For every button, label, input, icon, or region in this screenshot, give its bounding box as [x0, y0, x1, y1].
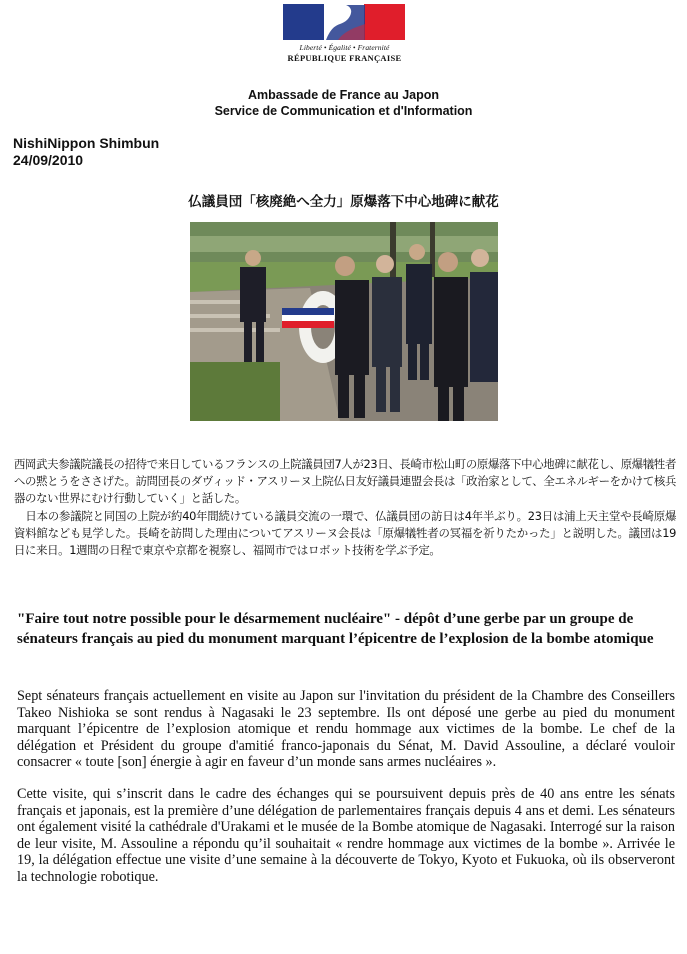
newspaper-name: NishiNippon Shimbun — [13, 135, 160, 151]
french-headline: "Faire tout notre possible pour le désarmement nucléaire" - dépôt d’une gerbe par un groupe de sénateurs français au pied du monument marquant l’épicentre de l’explosion de la bombe atomique — [17, 611, 654, 647]
french-paragraph-1: Sept sénateurs français actuellement en visite au Japon sur l'invitation du président de la Chambre des Conseillers Takeo Nishioka se sont rendus à Nagasaki le 23 septembre. Ils ont déposé une gerbe au pied du monument marquant l’épicentre de l’explosion atomique et rendu hommage aux victimes de la bombe. Le chef de la délégation et Président du groupe d'amitié franco-japonais du Sénat, M. David Assouline, a déclaré vouloir consacrer « toute [son] énergie à agir en faveur d’un monde sans armes nucléaires ». — [17, 688, 675, 771]
marianne-profile-icon — [324, 4, 365, 40]
marianne-flag-logo — [283, 4, 405, 40]
japanese-article — [14, 456, 676, 559]
embassy-header — [0, 87, 687, 119]
embassy-service: Service de Communication et d'Information — [214, 104, 473, 118]
japanese-headline: 仏議員団「核廃絶へ全力」原爆落下中心地碑に献花 — [188, 194, 499, 210]
article-photo — [190, 222, 498, 421]
logo-motto: Liberté • Égalité • Fraternité — [299, 43, 390, 52]
french-article — [17, 688, 675, 901]
japanese-paragraph-1: 西岡武夫参議院議長の招待で来日しているフランスの上院議員団7人が23日、長崎市松山町の原爆落下中心地碑に献花し、原爆犠牲者への黙とうをささげた。訪問団長のダヴィッド・アスリーヌ上院仏日友好議員連盟会長は「政治家として、全エネルギーをかけて核兵器のない世界にむけ行動していく」と話した。 — [14, 457, 676, 506]
source-block — [13, 135, 159, 169]
logo-republic-name: RÉPUBLIQUE FRANÇAISE — [287, 53, 402, 63]
wreath-ceremony-photo — [190, 222, 498, 421]
french-paragraph-2: Cette visite, qui s’inscrit dans le cadre des échanges qui se poursuivent depuis près de 40 ans entre les sénats français et japonais, est la première d’une délégation de parlementaires français depuis 4 ans et demi. Les sénateurs ont également visité la cathédrale d'Urakami et le musée de la Bombe atomique de Nagasaki. Interrogé sur la raison de leur visite, M. Assouline a répondu qu’il souhaitait « rendre hommage aux victimes de la bombe ». Arrivée le 19, la délégation effectue une visite d’une semaine à la découverte de Tokyo, Kyoto et Fukuoka, où ils observeront la technologie robotique. — [17, 785, 675, 885]
japanese-paragraph-2: 日本の参議院と同国の上院が約40年間続けている議員交流の一環で、仏議員団の訪日は4年半ぶり。23日は浦上天主堂や長崎原爆資料館なども見学した。長崎を訪問した理由についてアスリーヌ会長は「原爆犠牲者の冥福を祈りたかった」と説明した。議団は19日に来日。1週間の日程で東京や京都を視察し、福岡市ではロボット技術を学ぶ予定。 — [14, 508, 676, 558]
embassy-name: Ambassade de France au Japon — [247, 88, 440, 102]
article-date: 24/09/2010 — [13, 152, 84, 168]
republique-francaise-logo — [283, 4, 406, 68]
